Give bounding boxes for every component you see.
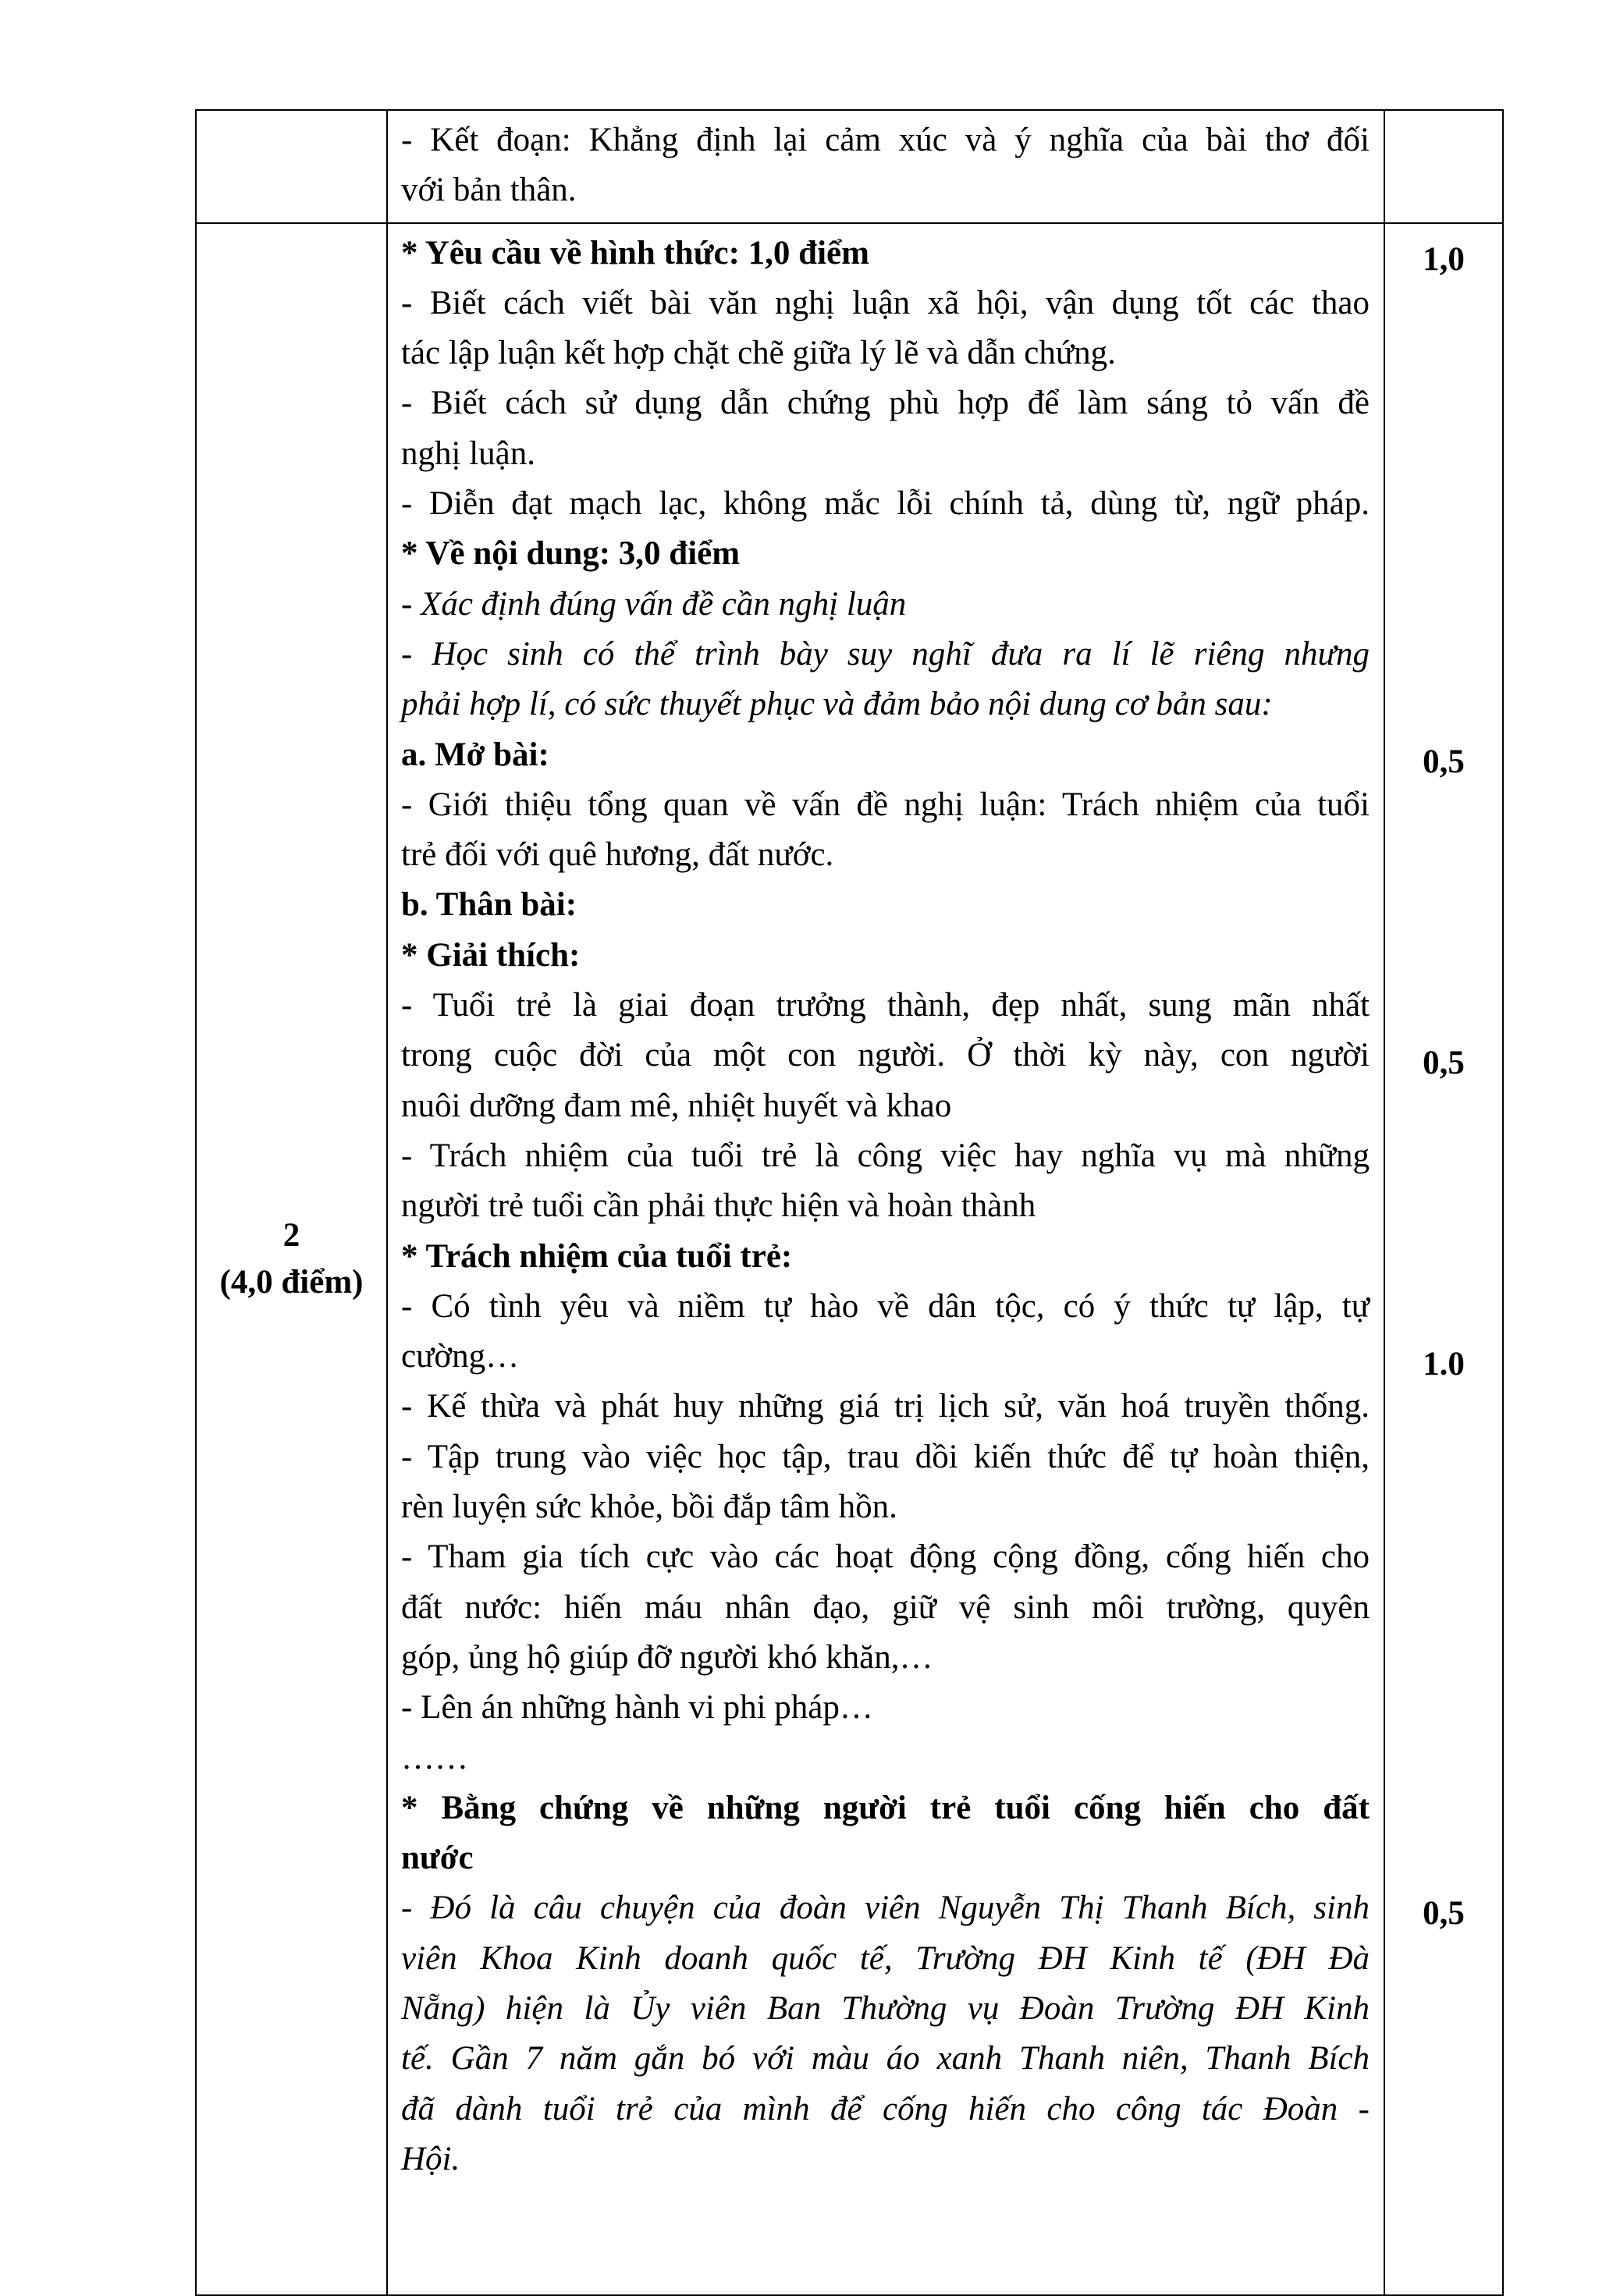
question-number: 2 — [282, 1216, 300, 1254]
section-heading: a. Mở bài: — [401, 736, 549, 773]
answer-line: trẻ đối với quê hương, đất nước. — [401, 836, 834, 874]
score-value: 0,5 — [1423, 743, 1465, 780]
score-cell — [1384, 110, 1503, 223]
answer-line: nghị luận. — [401, 435, 535, 472]
section-heading: * Yêu cầu về hình thức: 1,0 điểm — [401, 234, 869, 271]
answer-cell — [387, 110, 1384, 223]
answer-line: tế. Gần 7 năm gắn bó với màu áo xanh Thanh niên, Thanh Bích — [401, 2040, 1370, 2078]
table-row — [196, 223, 1503, 2295]
score-value: 0,5 — [1423, 1044, 1465, 1081]
answer-line: - Đó là câu chuyện của đoàn viên Nguyễn Thị Thanh Bích, sinh — [401, 1890, 1370, 1927]
scoring-table — [195, 109, 1504, 2296]
answer-line: - Biết cách sử dụng dẫn chứng phù hợp để làm sáng tỏ vấn đề — [401, 385, 1370, 422]
answer-line: - Biết cách viết bài văn nghị luận xã hội, vận dụng tốt các thao — [401, 284, 1370, 321]
section-heading: * Trách nhiệm của tuổi trẻ: — [401, 1237, 793, 1275]
answer-line: - Có tình yêu và niềm tự hào về dân tộc, có ý thức tự lập, tự — [401, 1287, 1370, 1325]
answer-cell — [387, 223, 1384, 2295]
answer-line: rèn luyện sức khỏe, bồi đắp tâm hồn. — [401, 1489, 897, 1526]
score-cell — [1384, 223, 1503, 2295]
score-value: 0,5 — [1423, 1894, 1465, 1932]
section-heading: * Giải thích: — [401, 936, 581, 974]
answer-line: - Tập trung vào việc học tập, trau dồi kiến thức để tự hoàn thiện, — [401, 1438, 1370, 1475]
question-points: (4,0 điểm) — [219, 1263, 364, 1301]
answer-line: đất nước: hiến máu nhân đạo, giữ vệ sinh môi trường, quyên — [401, 1588, 1370, 1626]
answer-line: Nẵng) hiện là Ủy viên Ban Thường vụ Đoàn Trường ĐH Kinh — [401, 1989, 1370, 2027]
answer-line: tác lập luận kết hợp chặt chẽ giữa lý lẽ và dẫn chứng. — [401, 335, 1116, 372]
score-value: 1,0 — [1423, 240, 1465, 278]
section-heading: * Bằng chứng về những người trẻ tuổi cống hiến cho đất — [401, 1789, 1370, 1826]
answer-line: đã dành tuổi trẻ của mình để cống hiến cho công tác Đoàn - — [401, 2090, 1370, 2127]
section-heading: b. Thân bài: — [401, 886, 577, 924]
answer-line: người trẻ tuổi cần phải thực hiện và hoàn thành — [401, 1187, 1036, 1225]
answer-line: - Lên án những hành vi phi pháp… — [401, 1689, 873, 1726]
question-cell — [196, 223, 387, 2295]
section-heading: nước — [401, 1840, 474, 1877]
answer-line: - Trách nhiệm của tuổi trẻ là công việc hay nghĩa vụ mà những — [401, 1137, 1370, 1174]
answer-line: - Xác định đúng vấn đề cần nghị luận — [401, 585, 907, 623]
answer-line: phải hợp lí, có sức thuyết phục và đảm bảo nội dung cơ bản sau: — [401, 686, 1273, 723]
answer-line: cường… — [401, 1338, 520, 1375]
answer-line: góp, ủng hộ giúp đỡ người khó khăn,… — [401, 1638, 933, 1676]
answer-line: - Giới thiệu tổng quan về vấn đề nghị luận: Trách nhiệm của tuổi — [401, 786, 1370, 823]
answer-line: viên Khoa Kinh doanh quốc tế, Trường ĐH Kinh tế (ĐH Đà — [401, 1939, 1370, 1977]
answer-line: nuôi dưỡng đam mê, nhiệt huyết và khao — [401, 1087, 952, 1124]
answer-line: - Kế thừa và phát huy những giá trị lịch sử, văn hoá truyền thống. — [401, 1388, 1370, 1425]
answer-line: - Học sinh có thể trình bày suy nghĩ đưa ra lí lẽ riêng nhưng — [401, 635, 1370, 672]
answer-line: với bản thân. — [401, 172, 577, 209]
answer-line: - Diễn đạt mạch lạc, không mắc lỗi chính tả, dùng từ, ngữ pháp. — [401, 485, 1370, 523]
answer-line: trong cuộc đời của một con người. Ở thời kỳ này, con người — [401, 1037, 1370, 1074]
answer-line: - Tuổi trẻ là giai đoạn trưởng thành, đẹp nhất, sung mãn nhất — [401, 987, 1370, 1024]
answer-line: - Kết đoạn: Khẳng định lại cảm xúc và ý nghĩa của bài thơ đối — [401, 122, 1370, 158]
score-value: 1.0 — [1423, 1345, 1465, 1382]
section-heading: * Về nội dung: 3,0 điểm — [401, 535, 741, 573]
question-cell — [196, 110, 387, 223]
answer-line: Hội. — [401, 2140, 460, 2177]
table-row — [196, 110, 1503, 223]
answer-line: …… — [401, 1739, 468, 1776]
answer-line: - Tham gia tích cực vào các hoạt động cộng đồng, cống hiến cho — [401, 1538, 1370, 1576]
